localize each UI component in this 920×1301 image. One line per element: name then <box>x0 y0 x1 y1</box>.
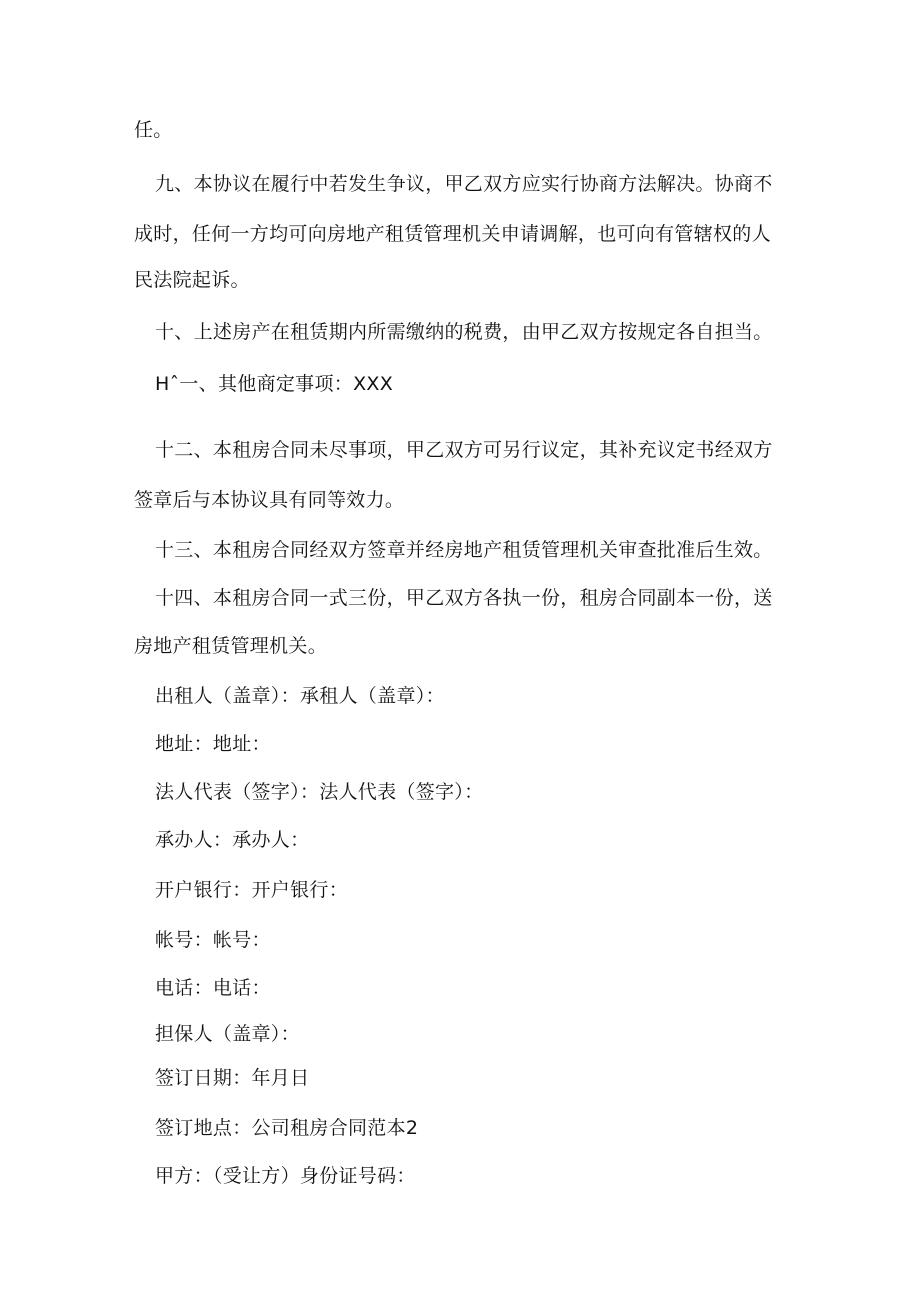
text-line: 法人代表（签字）：法人代表（签字）： <box>155 781 484 803</box>
text-line: 承办人：承办人： <box>155 829 310 851</box>
text-line: 签订日期：年月日 <box>155 1067 310 1089</box>
text-line: 民法院起诉。 <box>134 269 250 291</box>
text-line: 签章后与本协议具有同等效力。 <box>134 489 405 511</box>
text-line: 帐号：帐号： <box>155 929 271 951</box>
text-line: 十二、本租房合同未尽事项，甲乙双方可另行议定，其补充议定书经双方 <box>155 439 773 461</box>
text-line: 甲方：（受让方）身份证号码： <box>155 1165 416 1187</box>
text-line: 电话：电话： <box>155 977 271 999</box>
text-line: 开户银行：开户银行： <box>155 879 349 901</box>
text-line: 任。 <box>134 119 173 141</box>
text-line: 出租人（盖章）：承租人（盖章）： <box>155 685 445 707</box>
text-line: 九、本协议在履行中若发生争议，甲乙双方应实行协商方法解决。协商不 <box>155 173 773 195</box>
text-line: 地址：地址： <box>155 733 271 755</box>
text-line: Hˆ一、其他商定事项：XXX <box>155 373 394 395</box>
text-line: 房地产租赁管理机关。 <box>134 635 328 657</box>
text-line: 成时，任何一方均可向房地产租赁管理机关申请调解，也可向有管辖权的人 <box>134 223 771 245</box>
text-line: 签订地点：公司租房合同范本2 <box>155 1117 419 1139</box>
text-line: 十、上述房产在租赁期内所需缴纳的税费，由甲乙双方按规定各自担当。 <box>155 321 773 343</box>
text-line: 十三、本租房合同经双方签章并经房地产租赁管理机关审查批准后生效。 <box>155 539 773 561</box>
text-line: 担保人（盖章）： <box>155 1023 300 1045</box>
text-line: 十四、本租房合同一式三份，甲乙双方各执一份，租房合同副本一份，送 <box>155 587 773 609</box>
